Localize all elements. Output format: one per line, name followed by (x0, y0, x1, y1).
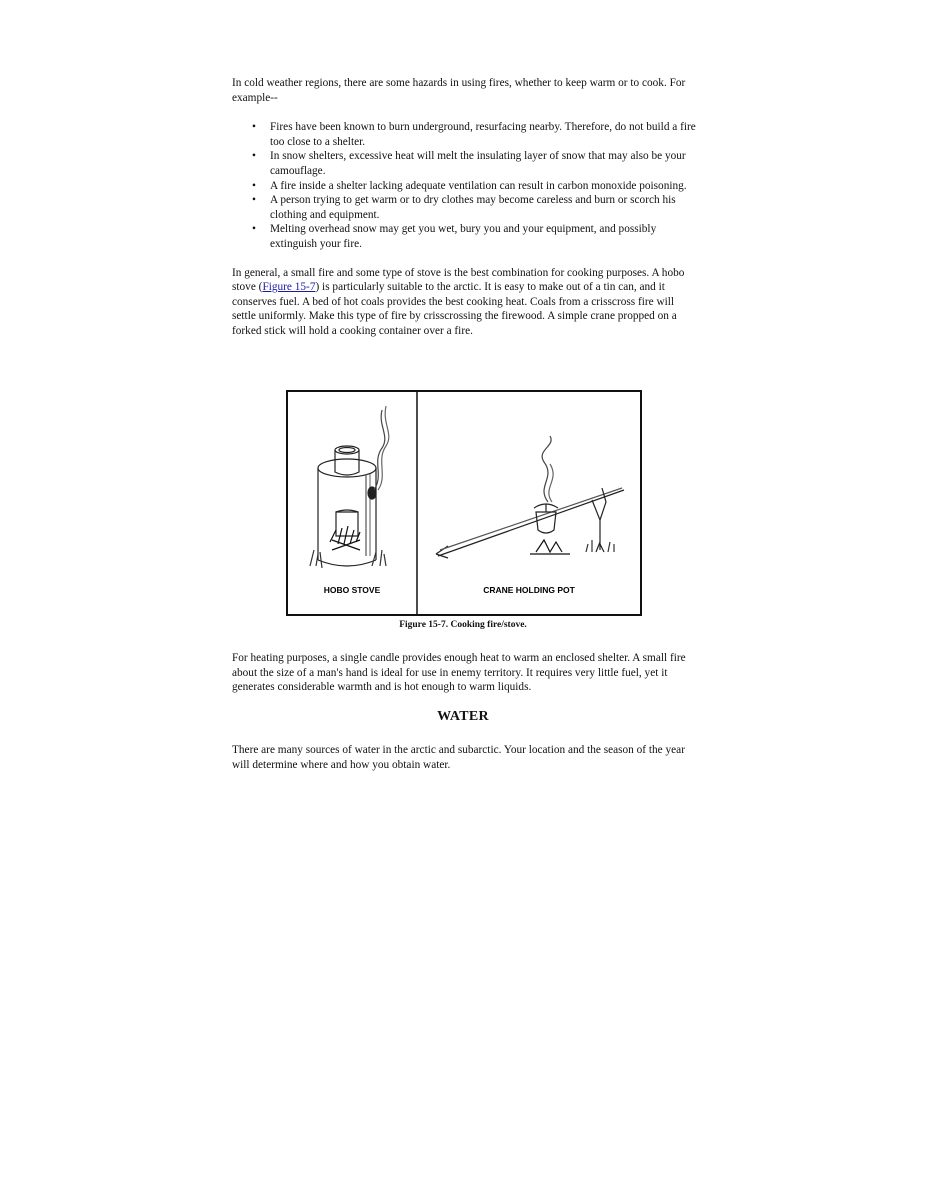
water-heading: WATER (437, 709, 489, 724)
figure-15-7 (286, 390, 641, 616)
crane-drawing (436, 436, 624, 558)
heating-paragraph: For heating purposes, a single candle provides enough heat to warm an enclosed shelter. A small fire about the size of a man's hand is ideal for use in enemy territory. It requires very little fuel, yet it generates considerable warmth and is hot enough to warm liquids. (232, 652, 686, 694)
water-paragraph: There are many sources of water in the arctic and subarctic. Your location and the season of the year will determine where and how you obtain water. (232, 744, 685, 771)
hobo-stove-label: HOBO STOVE (323, 585, 381, 595)
figure-illustration (286, 390, 641, 616)
list-item: • In snow shelters, excessive heat will melt the insulating layer of snow that may also be your camouflage. (270, 149, 698, 178)
hazard-list (232, 120, 698, 251)
list-item: • Fires have been known to burn underground, resurfacing nearby. Therefore, do not build a fire too close to a shelter. (270, 120, 698, 149)
figure-15-7-link[interactable]: Figure 15-7 (262, 281, 316, 294)
list-item: • Melting overhead snow may get you wet, bury you and your equipment, and possibly extinguish your fire. (270, 222, 698, 251)
hobo-stove-drawing (310, 406, 389, 568)
list-item: • A person trying to get warm or to dry clothes may become careless and burn or scorch his clothing and equipment. (270, 193, 698, 222)
cooking-paragraph (232, 266, 698, 339)
body-text-top (232, 76, 698, 339)
cooking-text-after: ) is particularly suitable to the arctic. It is easy to make out of a tin can, and it conserves fuel. A bed of hot coals provides the best cooking heat. Coals from a crisscross fire will settle uniformly. Make this type of fire by crisscrossing the firewood. A simple crane propped on a forked stick will hold a cooking container over a fire. (232, 281, 677, 337)
cooking-text-before: In general, a small fire and some type of stove is the best combination for cooking purposes. A hobo stove ( (232, 266, 685, 294)
figure-caption: Figure 15-7. Cooking fire/stove. (399, 620, 527, 630)
intro-paragraph: In cold weather regions, there are some hazards in using fires, whether to keep warm or to cook. For example-- (232, 77, 686, 104)
list-item: • A fire inside a shelter lacking adequate ventilation can result in carbon monoxide poisoning. (270, 179, 698, 194)
crane-holding-pot-label: CRANE HOLDING POT (483, 585, 575, 595)
